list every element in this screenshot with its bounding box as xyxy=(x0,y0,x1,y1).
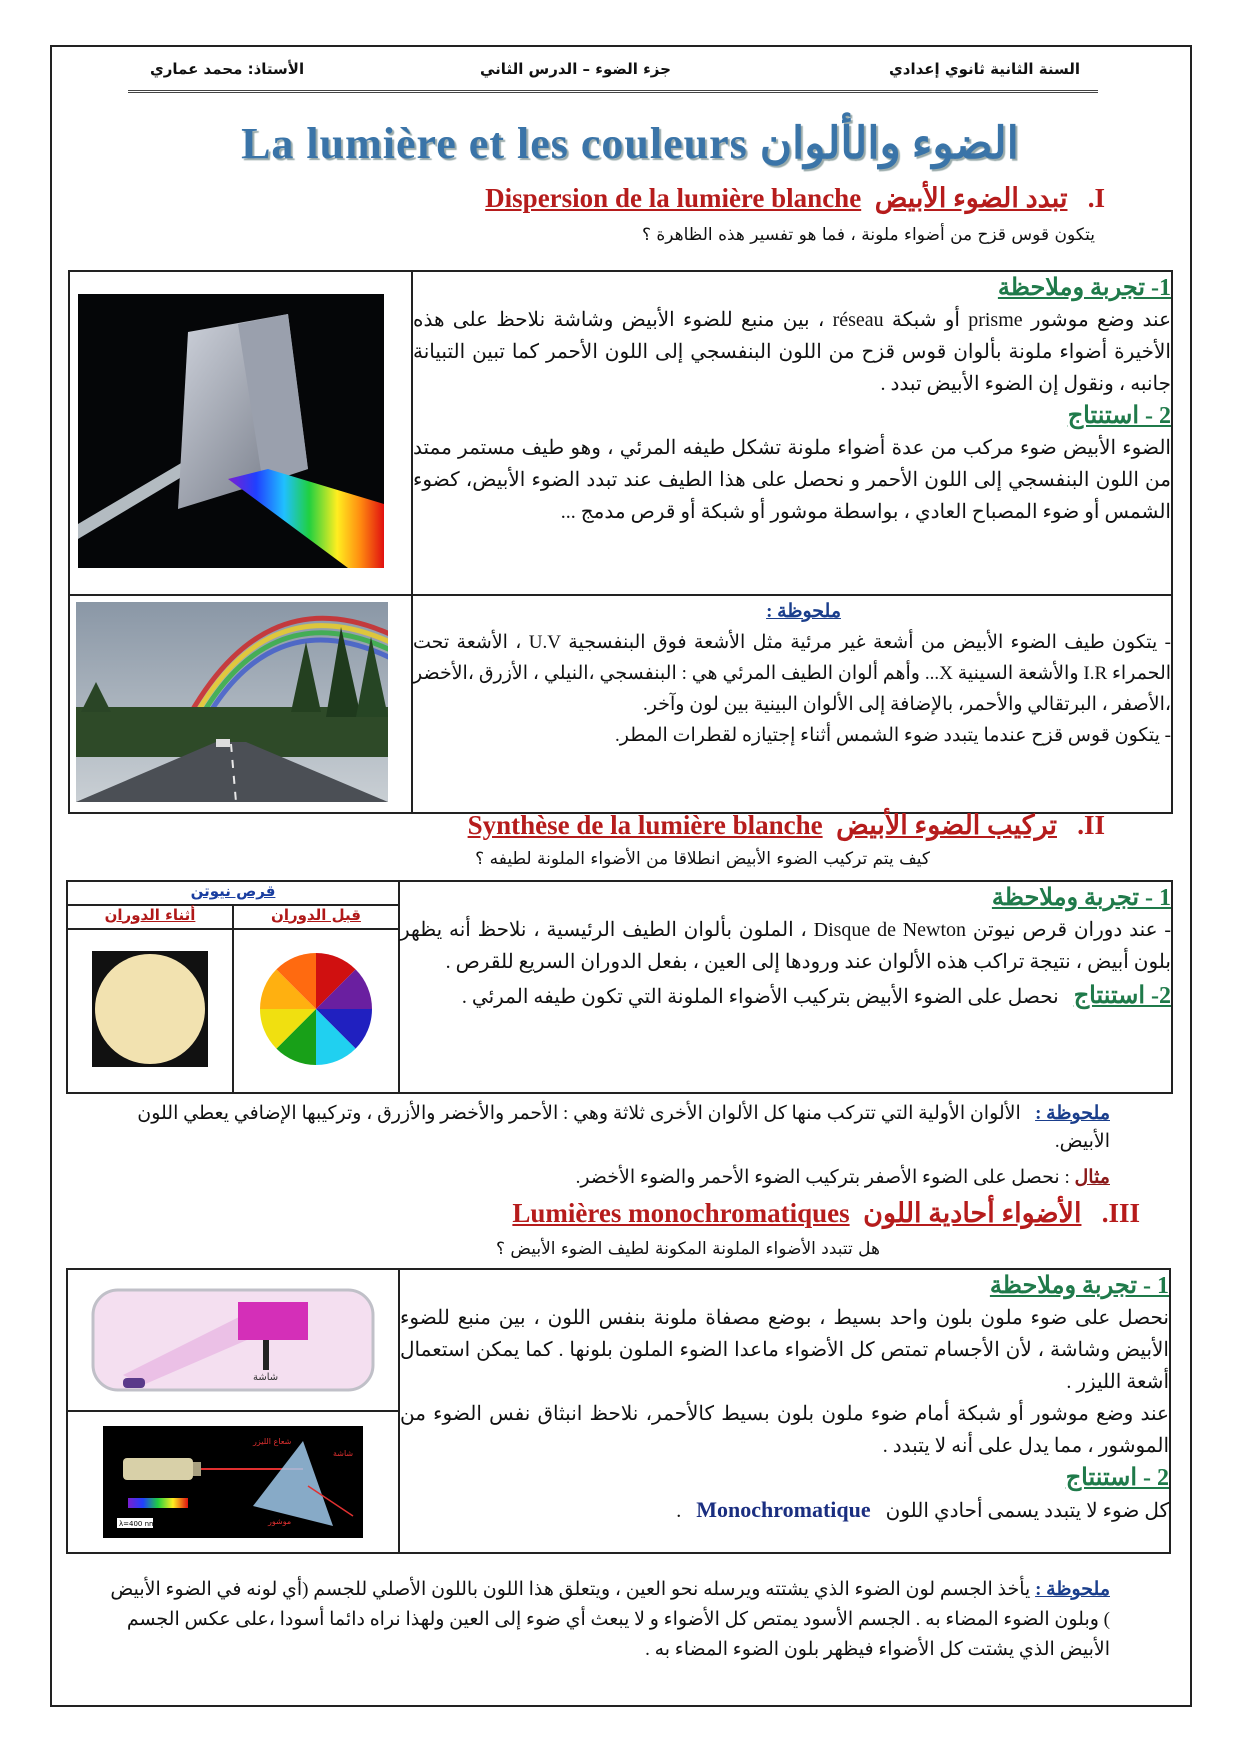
section-2-conc-row xyxy=(400,980,1171,1013)
section-2-table xyxy=(66,880,1173,1094)
newton-disk-title: قرص نيوتن xyxy=(68,882,398,905)
section-2-conc-text: نحصل على الضوء الأبيض بتركيب الأضواء الملونة التي تكون طيفه المرئي . xyxy=(461,986,1059,1008)
header-teacher: الأستاذ: محمد عماري xyxy=(150,60,305,78)
section-1-number: I. xyxy=(1087,183,1105,213)
section-1-question: يتكون قوس قزح من أضواء ملونة ، فما هو تفسير هذه الظاهرة ؟ xyxy=(641,225,1095,245)
section-3-note-text: يأخذ الجسم لون الضوء الذي يشتته ويرسله نحو العين ، ويتعلق هذا اللون باللون الأصلي للجسم (أي لونه في الضوء الأبيض ) وبلون الضوء المضاء به . الجسم الأسود يمتص كل الأضواء و لا يبعث أي ضوء إلى العين ولهذا نراه دائما أسودا ،على عكس الجسم الأبيض الذي يشتت كل الأضواء فيظهر بلون الضوء المضاء به . xyxy=(110,1579,1110,1660)
section-3-conc-title: 2 - استنتاج xyxy=(1065,1465,1169,1491)
laser-prism-label: موشور xyxy=(268,1517,292,1526)
section-1-note-text-2: - يتكون قوس قزح عندما يتبدد ضوء الشمس أثناء إجتيازه لقطرات المطر. xyxy=(614,725,1171,746)
section-3-title-fr: Lumières monochromatiques xyxy=(512,1198,850,1228)
rainbow-image-cell xyxy=(69,595,412,813)
section-3-title-ar: الأضواء أحادية اللون xyxy=(863,1198,1082,1228)
section-1-note-text-1: - يتكون طيف الضوء الأبيض من أشعة غير مرئية مثل الأشعة فوق البنفسجية U.V ، الأشعة تحت الحمراء I.R والأشعة السينية X... وأهم ألوان الطيف المرئي هي : البنفسجي ،النيلي ، الأزرق ،الأخضر ،الأصفر ، البرتقالي والأحمر، بالإضافة إلى الألوان البينية بين لون وآخر. xyxy=(413,632,1172,715)
section-1-title-fr: Dispersion de la lumière blanche xyxy=(485,183,862,213)
section-2-title-ar: تركيب الضوء الأبيض xyxy=(836,810,1057,840)
section-2-heading xyxy=(468,810,1105,841)
section-3-conc-text: كل ضوء لا يتبدد يسمى أحادي اللون xyxy=(885,1500,1169,1522)
during-rotation-label: أثناء الدوران xyxy=(68,905,233,929)
section-1-table xyxy=(68,270,1173,814)
section-2-number: II. xyxy=(1077,810,1105,840)
newton-disk-table xyxy=(68,882,398,1092)
section-1-exp-cell xyxy=(412,271,1172,595)
header-chapter: جزء الضوء – الدرس الثاني xyxy=(480,60,671,78)
section-2-exp-title: 1 - تجربة وملاحظة xyxy=(991,885,1171,911)
section-2-note-text: الألوان الأولية التي تتركب منها كل الألوان الأخرى ثلاثة وهي : الأحمر والأخضر والأزرق ، وتركيبها الإضافي يعطي اللون الأبيض. xyxy=(137,1103,1110,1152)
laser-prism-image xyxy=(103,1426,363,1538)
header-divider xyxy=(128,90,1098,93)
section-3-exp-cell xyxy=(399,1269,1170,1553)
disk-during-rotation xyxy=(92,951,208,1067)
disk-before-rotation xyxy=(258,951,374,1067)
section-3-number: III. xyxy=(1101,1198,1140,1228)
section-3-exp-text-1: نحصل على ضوء ملون بلون واحد بسيط ، بوضع مصفاة ملونة بنفس اللون ، بين منبع للضوء الأبيض وشاشة ، لأن الأجسام تمتص كل الأضواء ماعدا الضوء الملون بلونها . كما يمكن استعمال أشعة الليزر . xyxy=(400,1307,1169,1393)
newton-disk-cell xyxy=(67,881,399,1093)
filter-image-cell xyxy=(68,1270,398,1412)
section-3-exp-text-2: عند وضع موشور أو شبكة أمام ضوء ملون بلون بسيط كالأحمر، نلاحظ انبثاق نفس الضوء من الموشور ، مما يدل على أنه لا يتبدد . xyxy=(400,1403,1169,1457)
disk-during-cell xyxy=(68,929,233,1092)
section-3-conc-row: كل ضوء لا يتبدد يسمى أحادي اللون Monochromatique . xyxy=(676,1497,1169,1522)
section-3-images-cell xyxy=(67,1269,399,1553)
header-level: السنة الثانية ثانوي إعدادي xyxy=(889,60,1080,78)
section-2-exp-cell xyxy=(399,881,1172,1093)
section-2-question: كيف يتم تركيب الضوء الأبيض انطلاقا من الأضواء الملونة لطيفه ؟ xyxy=(475,849,930,869)
section-3-heading xyxy=(512,1198,1140,1229)
section-1-heading xyxy=(485,183,1105,214)
section-2-note xyxy=(130,1100,1110,1156)
laser-beam-label: شعاع الليزر xyxy=(253,1437,292,1446)
prism-dispersion-image xyxy=(78,294,384,568)
filter-screen-label: شاشة xyxy=(253,1372,279,1383)
rainbow-road-image xyxy=(76,602,388,802)
section-1-note-title: ملحوظة : xyxy=(766,601,841,622)
section-1-exp-title: 1- تجربة وملاحظة xyxy=(997,275,1171,301)
section-2-example-label: مثال xyxy=(1074,1167,1110,1188)
section-1-note-cell xyxy=(412,595,1172,813)
section-2-example xyxy=(130,1164,1110,1192)
section-3-note xyxy=(100,1575,1110,1665)
section-3-note-label: ملحوظة : xyxy=(1035,1579,1110,1600)
section-3-conc-term: Monochromatique xyxy=(696,1497,871,1522)
scale-label: λ=400 nm xyxy=(119,1520,156,1528)
section-3-question: هل تتبدد الأضواء الملونة المكونة لطيف الضوء الأبيض ؟ xyxy=(495,1239,880,1259)
section-2-exp-text: - عند دوران قرص نيوتن Disque de Newton ، الملون بألوان الطيف الرئيسية ، نلاحظ أنه يظهر بلون أبيض ، نتيجة تراكب هذه الألوان عند ورودها إلى العين ، بفعل الدوران السريع للقرص . xyxy=(400,919,1171,973)
section-1-conc-title: 2 - استنتاج xyxy=(1067,403,1171,429)
section-1-title-ar: تبدد الضوء الأبيض xyxy=(874,183,1068,213)
page-title: La lumière et les couleurs الضوء والألوان xyxy=(241,119,1019,168)
section-1-conc-text: الضوء الأبيض ضوء مركب من عدة أضواء ملونة تشكل طيفه المرئي ، وهو طيف مستمر ممتد من اللون البنفسجي إلى اللون الأحمر و نحصل على هذا الطيف عند تبدد الضوء الأبيض، كضوء الشمس أو ضوء المصباح العادي ، بواسطة موشور أو شبكة أو قرص مدمج ... xyxy=(413,437,1171,523)
section-2-example-text: : نحصل على الضوء الأصفر بتركيب الضوء الأحمر والضوء الأخضر. xyxy=(575,1167,1070,1188)
color-filter-image xyxy=(83,1280,383,1400)
disk-before-cell xyxy=(233,929,398,1092)
laser-image-cell xyxy=(68,1412,398,1552)
before-rotation-label: قبل الدوران xyxy=(233,905,398,929)
section-2-conc-title: 2- استنتاج xyxy=(1073,983,1171,1009)
section-2-note-label: ملحوظة : xyxy=(1035,1103,1110,1124)
section-3-exp-title: 1 - تجربة وملاحظة xyxy=(989,1273,1169,1299)
section-1-exp-text: عند وضع موشور prisme أو شبكة réseau ، بين منبع للضوء الأبيض وشاشة نلاحظ على هذه الأخيرة أضواء ملونة بألوان قوس قزح من اللون البنفسجي إلى اللون الأحمر كما تبين التبيانة جانبه ، ونقول إن الضوء الأبيض تبدد . xyxy=(413,309,1172,395)
section-2-title-fr: Synthèse de la lumière blanche xyxy=(467,810,823,840)
prism-image-cell xyxy=(69,271,412,595)
laser-screen-label: شاشة xyxy=(333,1449,354,1458)
section-3-table xyxy=(66,1268,1171,1554)
